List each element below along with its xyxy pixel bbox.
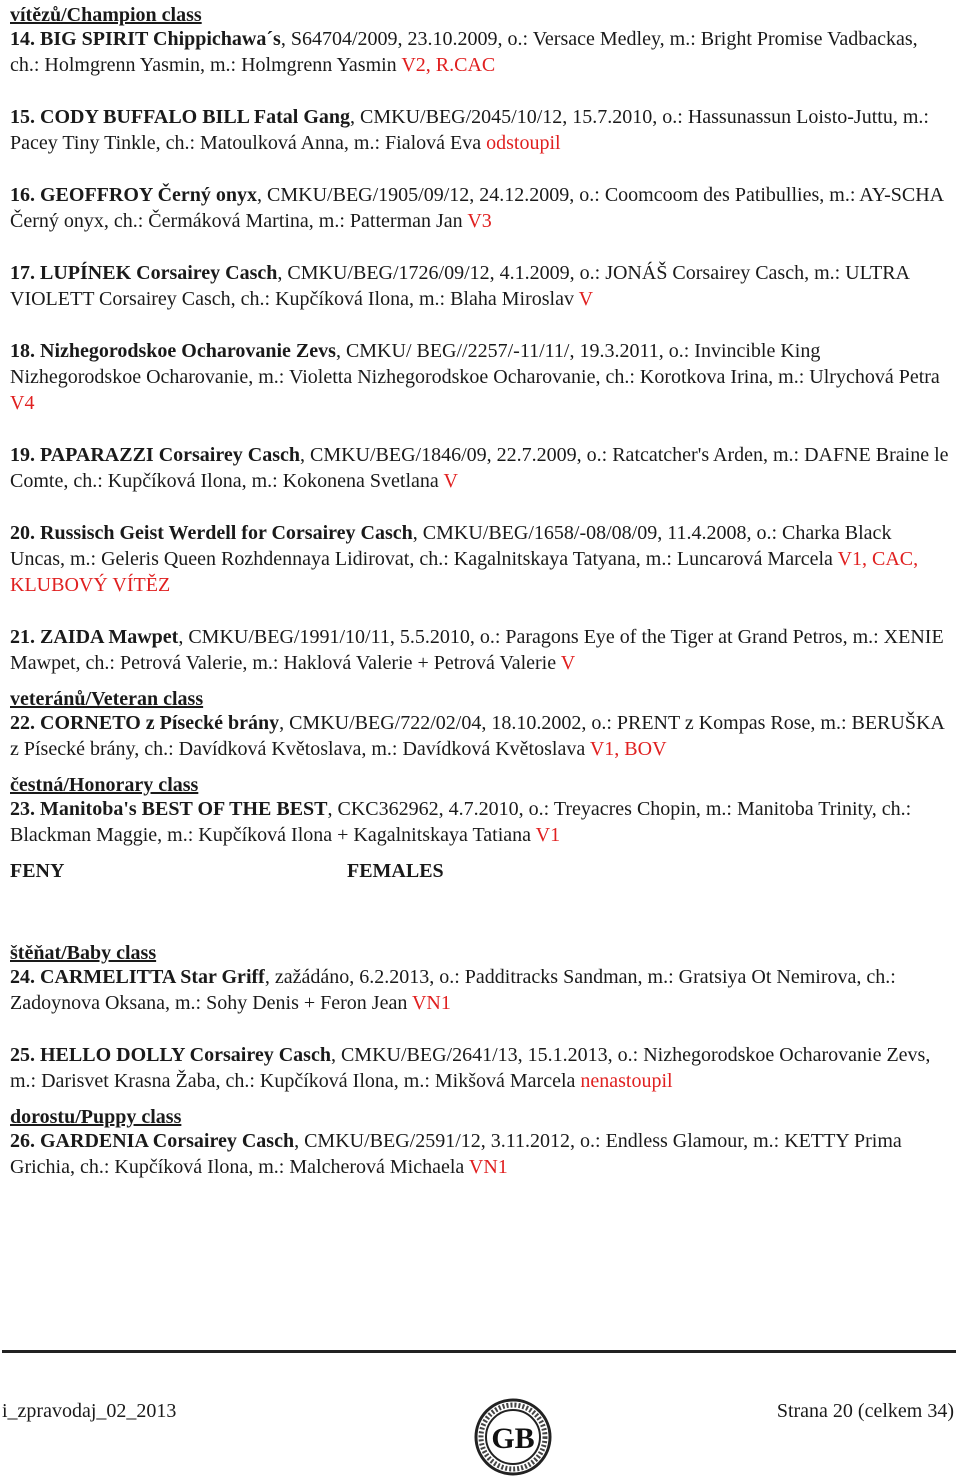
dog-name: LUPÍNEK Corsairey Casch [40, 262, 278, 284]
entry-number: 17. [10, 262, 35, 284]
entry-number: 14. [10, 28, 35, 50]
entry-number: 22. [10, 712, 35, 734]
class-heading: čestná/Honorary class [10, 774, 199, 796]
dog-entry [10, 520, 950, 598]
entry-details: , CMKU/BEG/1991/10/11, 5.5.2010, o.: Paragons Eye of the Tiger at Grand Petros, m.: XENIE Mawpet, ch.: Petrová Valerie, m.: Haklová Valerie + Petrová Valerie [10, 626, 944, 674]
entry-details: , CMKU/BEG/1846/09, 22.7.2009, o.: Ratcatcher's Arden, m.: DAFNE Braine le Comte, ch.: Kupčíková Ilona, m.: Kokonena Svetlana [10, 444, 949, 492]
dog-name: HELLO DOLLY Corsairey Casch [40, 1044, 331, 1066]
class-heading: dorostu/Puppy class [10, 1106, 182, 1128]
dog-name: Nizhegorodskoe Ocharovanie Zevs [40, 340, 336, 362]
dog-name: ZAIDA Mawpet [40, 626, 179, 648]
entry-result: V4 [10, 392, 35, 414]
females-heading: FEMALES [347, 860, 444, 882]
logo-letters: GB [491, 1422, 535, 1455]
entry-details: , CMKU/BEG/722/02/04, 18.10.2002, o.: PRENT z Kompas Rose, m.: BERUŠKA z Písecké brány, ch.: Davídková Květoslava, m.: Davídková Květoslava [10, 712, 944, 760]
entry-result: V [443, 470, 458, 492]
entry-result: VN1 [468, 1156, 508, 1178]
footer-page-number: Strana 20 (celkem 34) [776, 1400, 954, 1422]
class-heading: veteránů/Veteran class [10, 688, 204, 710]
entry-result: V3 [467, 210, 492, 232]
dog-name: GARDENIA Corsairey Casch [40, 1130, 295, 1152]
dog-name: Russisch Geist Werdell for Corsairey Casch [40, 522, 413, 544]
class-heading: vítězů/Champion class [10, 4, 202, 26]
entry-details: , CMKU/BEG/2641/13, 15.1.2013, o.: Nizhegorodskoe Ocharovanie Zevs, m.: Darisvet Krasna Žaba, ch.: Kupčíková Ilona, m.: Mikšová Marcela [10, 1044, 931, 1092]
entry-details: , CMKU/BEG/2591/12, 3.11.2012, o.: Endless Glamour, m.: KETTY Prima Grichia, ch.: Kupčíková Ilona, m.: Malcherová Michaela [10, 1130, 902, 1178]
dog-name: PAPARAZZI Corsairey Casch [40, 444, 300, 466]
dog-entry [10, 624, 950, 676]
entry-details: , CMKU/BEG/1658/-08/08/09, 11.4.2008, o.: Charka Black Uncas, m.: Geleris Queen Rozhdennaya Lidirovat, ch.: Kagalnitskaya Tatyana, m.: Luncarová Marcela [10, 522, 892, 570]
entry-number: 21. [10, 626, 35, 648]
dog-name: Manitoba's BEST OF THE BEST [40, 798, 328, 820]
entry-details: , CMKU/BEG/2045/10/12, 15.7.2010, o.: Hassunassun Loisto-Juttu, m.: Pacey Tiny Tinkle, ch.: Matoulková Anna, m.: Fialová Eva [10, 106, 929, 154]
sections-females [10, 942, 950, 1180]
dog-entry [10, 710, 950, 762]
feny-heading: FENY [10, 860, 65, 882]
entry-details: , CMKU/BEG/1905/09/12, 24.12.2009, o.: Coomcoom des Patibullies, m.: AY-SCHA Černý onyx, ch.: Čermáková Martina, m.: Patterman Jan [10, 184, 944, 232]
dog-name: BIG SPIRIT Chippichawa´s [40, 28, 281, 50]
dog-name: CORNETO z Písecké brány [40, 712, 280, 734]
dog-entry [10, 182, 950, 234]
dog-entry [10, 104, 950, 156]
entry-result: V1, CAC, KLUBOVÝ VÍTĚZ [10, 548, 919, 596]
dog-entry [10, 796, 950, 848]
entry-result: V [578, 288, 594, 310]
entry-result: odstoupil [486, 132, 561, 154]
dog-name: GEOFFROY Černý onyx [40, 184, 258, 206]
entry-result: V1, BOV [589, 738, 667, 760]
entry-number: 25. [10, 1044, 35, 1066]
dog-entry [10, 338, 950, 416]
entry-result: V [560, 652, 576, 674]
entry-number: 16. [10, 184, 35, 206]
entry-result: nenastoupil [580, 1070, 673, 1092]
dog-entry [10, 964, 950, 1016]
entry-details: , CMKU/BEG/1726/09/12, 4.1.2009, o.: JONÁŠ Corsairey Casch, m.: ULTRA VIOLETT Corsairey Casch, ch.: Kupčíková Ilona, m.: Blaha Miroslav [10, 262, 909, 310]
class-heading: štěňat/Baby class [10, 942, 157, 964]
entry-result: V1 [535, 824, 561, 846]
entry-number: 18. [10, 340, 35, 362]
sections-males [10, 4, 950, 848]
entry-number: 24. [10, 966, 35, 988]
entry-details: , zažádáno, 6.2.2013, o.: Padditracks Sandman, m.: Gratsiya Ot Nemirova, ch.: Zadoynova Oksana, m.: Sohy Denis + Feron Jean [10, 966, 896, 1014]
dog-name: CODY BUFFALO BILL Fatal Gang [40, 106, 351, 128]
entry-number: 15. [10, 106, 35, 128]
entry-number: 19. [10, 444, 35, 466]
dog-entry [10, 442, 950, 494]
footer-divider [2, 1350, 956, 1353]
entry-details: , CKC362962, 4.7.2010, o.: Treyacres Chopin, m.: Manitoba Trinity, ch.: Blackman Maggie, m.: Kupčíková Ilona + Kagalnitskaya Tatiana [10, 798, 912, 846]
dog-entry [10, 26, 950, 78]
dog-entry [10, 1128, 950, 1180]
footer-filename: i_zpravodaj_02_2013 [2, 1400, 177, 1422]
sex-header-row [10, 860, 950, 890]
dog-name: CARMELITTA Star Griff [40, 966, 265, 988]
entry-number: 20. [10, 522, 35, 544]
entry-number: 26. [10, 1130, 35, 1152]
entry-number: 23. [10, 798, 35, 820]
entry-details: , S64704/2009, 23.10.2009, o.: Versace Medley, m.: Bright Promise Vadbackas, ch.: Holmgrenn Yasmin, m.: Holmgrenn Yasmin [10, 28, 918, 76]
document-body [10, 4, 950, 1192]
entry-result: VN1 [411, 992, 451, 1014]
club-seal-logo [465, 1398, 561, 1476]
entry-details: , CMKU/ BEG//2257/-11/11/, 19.3.2011, o.: Invincible King Nizhegorodskoe Ocharovanie, m.: Violetta Nizhegorodskoe Ocharovanie, ch.: Korotkova Irina, m.: Ulrychová Petra [10, 340, 940, 388]
dog-entry [10, 1042, 950, 1094]
dog-entry [10, 260, 950, 312]
entry-result: V2, R.CAC [401, 54, 496, 76]
